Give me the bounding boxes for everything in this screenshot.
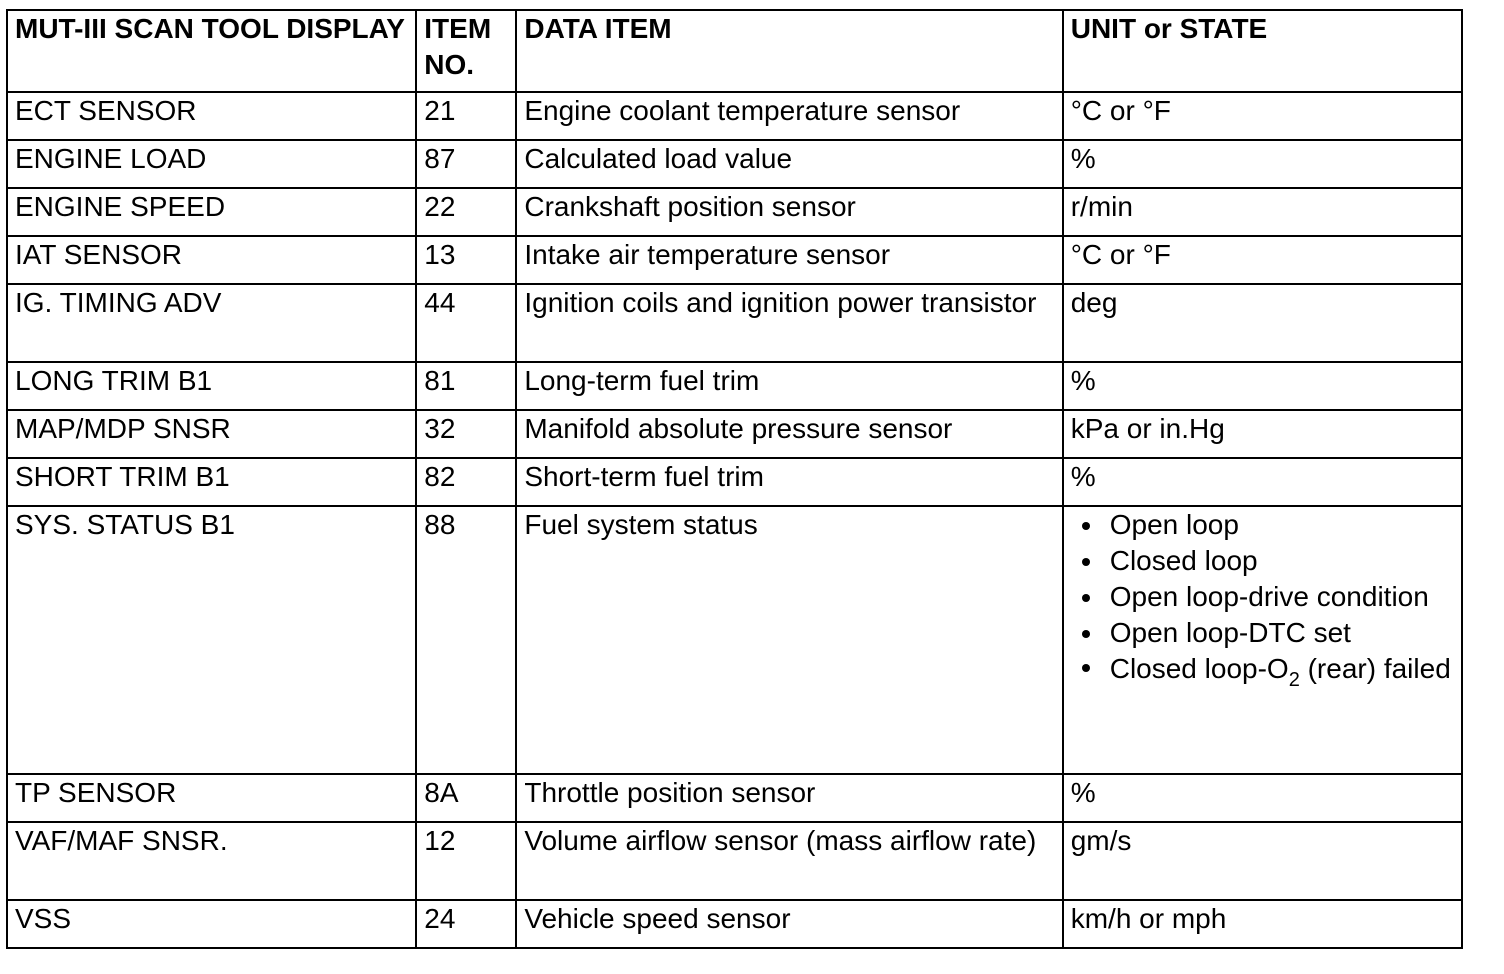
table-row [7,284,1462,362]
cell-unit: gm/s [1063,822,1462,900]
cell-data-item: Intake air temperature sensor [516,236,1062,284]
cell-item-no: 24 [416,900,516,948]
cell-item-no: 12 [416,822,516,900]
list-item [1071,543,1455,579]
scan-tool-data-table [6,9,1463,949]
cell-display: LONG TRIM B1 [7,362,416,410]
cell-display: MAP/MDP SNSR [7,410,416,458]
bullet-icon [1082,630,1090,638]
cell-item-no: 87 [416,140,516,188]
cell-data-item: Engine coolant temperature sensor [516,92,1062,140]
bullet-icon [1082,594,1090,602]
cell-display: SHORT TRIM B1 [7,458,416,506]
cell-display: IG. TIMING ADV [7,284,416,362]
cell-data-item: Crankshaft position sensor [516,188,1062,236]
state-label: Open loop-drive condition [1109,581,1429,612]
header-data-item: DATA ITEM [516,10,1062,92]
list-item [1071,507,1455,543]
cell-item-no: 82 [416,458,516,506]
cell-display: TP SENSOR [7,774,416,822]
list-item [1071,579,1455,615]
table-row [7,822,1462,900]
cell-unit: % [1063,140,1462,188]
table-row [7,140,1462,188]
bullet-icon [1082,664,1090,672]
cell-data-item: Fuel system status [516,506,1062,774]
cell-unit: °C or °F [1063,236,1462,284]
cell-item-no: 21 [416,92,516,140]
table-row [7,458,1462,506]
cell-display: SYS. STATUS B1 [7,506,416,774]
cell-data-item: Calculated load value [516,140,1062,188]
table-row [7,362,1462,410]
cell-unit: r/min [1063,188,1462,236]
state-label-after: (rear) failed [1299,653,1451,684]
cell-unit: deg [1063,284,1462,362]
state-label: Open loop [1109,509,1239,540]
cell-unit: % [1063,362,1462,410]
cell-item-no: 8A [416,774,516,822]
cell-item-no: 32 [416,410,516,458]
header-scan-tool-display: MUT-III SCAN TOOL DISPLAY [7,10,416,92]
state-label-subscript: 2 [1288,669,1300,691]
cell-display: VAF/MAF SNSR. [7,822,416,900]
state-label-before: Closed loop-O [1109,653,1289,684]
cell-display: ECT SENSOR [7,92,416,140]
cell-item-no: 88 [416,506,516,774]
bullet-icon [1082,558,1090,566]
cell-unit: % [1063,458,1462,506]
header-unit-or-state: UNIT or STATE [1063,10,1462,92]
state-label: Closed loop [1109,545,1258,576]
list-item [1071,615,1455,651]
cell-display: VSS [7,900,416,948]
cell-data-item: Manifold absolute pressure sensor [516,410,1062,458]
cell-data-item: Vehicle speed sensor [516,900,1062,948]
cell-data-item: Ignition coils and ignition power transistor [516,284,1062,362]
cell-item-no: 22 [416,188,516,236]
cell-unit: km/h or mph [1063,900,1462,948]
cell-unit: kPa or in.Hg [1063,410,1462,458]
state-label: Open loop-DTC set [1109,617,1351,648]
table-row [7,188,1462,236]
cell-display: ENGINE SPEED [7,188,416,236]
cell-data-item: Volume airflow sensor (mass airflow rate) [516,822,1062,900]
cell-unit: % [1063,774,1462,822]
list-item [1071,649,1455,692]
cell-display: IAT SENSOR [7,236,416,284]
cell-item-no: 81 [416,362,516,410]
table-row [7,506,1462,774]
table-header-row [7,10,1462,92]
cell-item-no: 44 [416,284,516,362]
cell-display: ENGINE LOAD [7,140,416,188]
header-item-no: ITEM NO. [416,10,516,92]
table-row [7,92,1462,140]
cell-unit: °C or °F [1063,92,1462,140]
table-row [7,774,1462,822]
bullet-icon [1082,522,1090,530]
cell-fuel-system-states [1063,506,1462,774]
table-row [7,410,1462,458]
cell-data-item: Short-term fuel trim [516,458,1062,506]
cell-data-item: Throttle position sensor [516,774,1062,822]
table-row [7,236,1462,284]
fuel-system-state-list [1071,507,1455,692]
cell-data-item: Long-term fuel trim [516,362,1062,410]
cell-item-no: 13 [416,236,516,284]
table-row [7,900,1462,948]
